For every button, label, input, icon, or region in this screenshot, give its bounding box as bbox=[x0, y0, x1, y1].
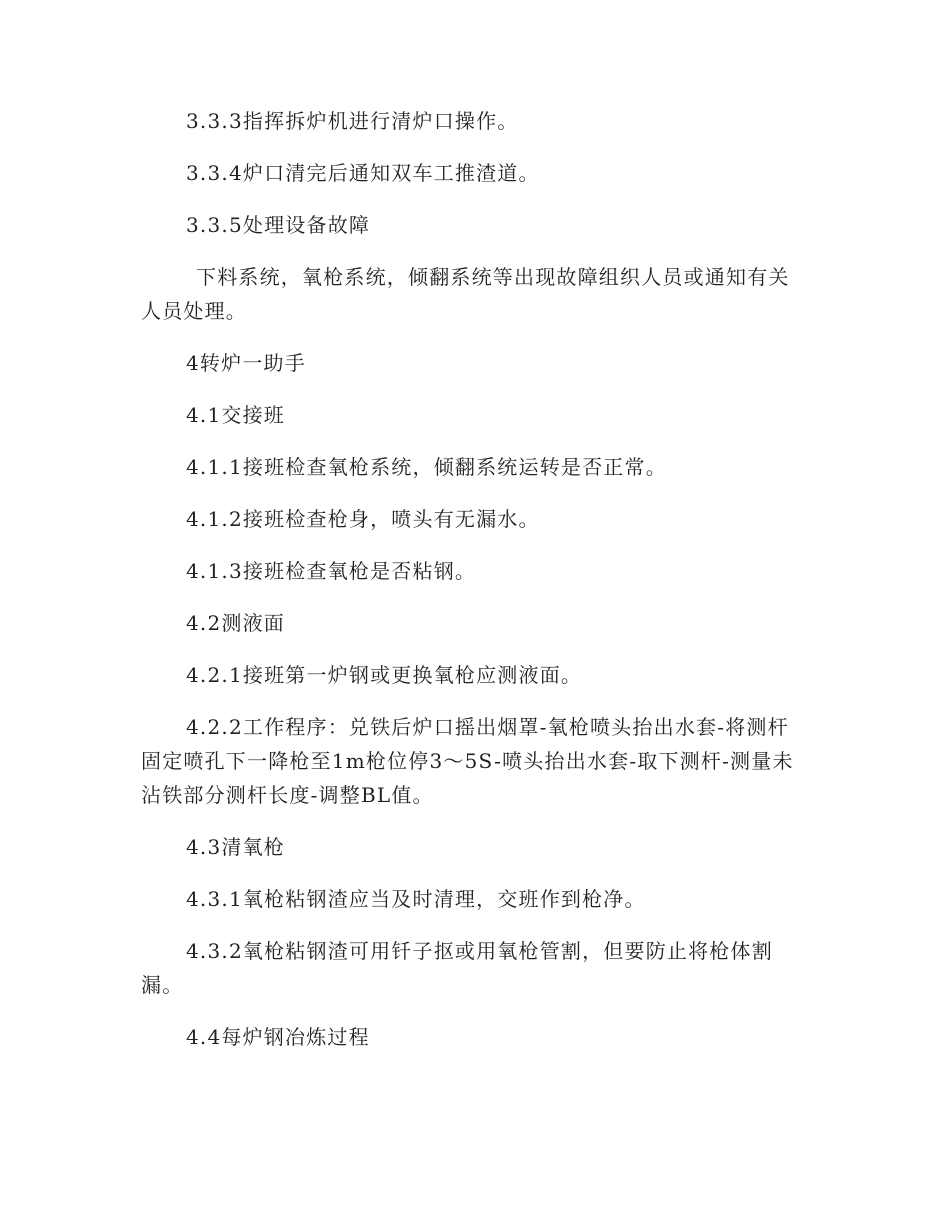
paragraph-fault-handling: 下料系统，氧枪系统，倾翻系统等出现故障组织人员或通知有关人员处理。 bbox=[141, 265, 790, 323]
section-heading-4-3: 4.3清氧枪 bbox=[186, 835, 286, 859]
paragraph-4-1-3: 4.1.3接班检查氧枪是否粘钢。 bbox=[186, 559, 477, 583]
paragraph-3-3-4: 3.3.4炉口清完后通知双车工推渣道。 bbox=[186, 161, 540, 185]
paragraph-4-1-2: 4.1.2接班检查枪身，喷头有无漏水。 bbox=[186, 507, 540, 531]
paragraph-4-1-1: 4.1.1接班检查氧枪系统，倾翻系统运转是否正常。 bbox=[186, 455, 667, 479]
document-content bbox=[141, 104, 809, 1054]
paragraph-3-3-5: 3.3.5处理设备故障 bbox=[186, 213, 371, 237]
section-heading-4-2: 4.2测液面 bbox=[186, 611, 286, 635]
section-heading-4-1: 4.1交接班 bbox=[186, 403, 286, 427]
paragraph-4-2-1: 4.2.1接班第一炉钢或更换氧枪应测液面。 bbox=[186, 663, 583, 687]
paragraph-4-3-2: 4.3.2氧枪粘钢渣可用钎子抠或用氧枪管割，但要防止将枪体割漏。 bbox=[141, 939, 773, 997]
paragraph-4-3-1: 4.3.1氧枪粘钢渣应当及时清理，交班作到枪净。 bbox=[186, 887, 646, 911]
paragraph-3-3-3: 3.3.3指挥拆炉机进行清炉口操作。 bbox=[186, 109, 519, 133]
section-heading-4-4: 4.4每炉钢冶炼过程 bbox=[186, 1025, 370, 1049]
paragraph-4-2-2: 4.2.2工作程序：兑铁后炉口摇出烟罩-氧枪喷头抬出水套-将测杆固定喷孔下一降枪至1m枪位停3～5S-喷头抬出水套-取下测杆-测量未沾铁部分测杆长度-调整BL值。 bbox=[141, 715, 794, 807]
section-heading-4: 4转炉一助手 bbox=[186, 351, 306, 375]
